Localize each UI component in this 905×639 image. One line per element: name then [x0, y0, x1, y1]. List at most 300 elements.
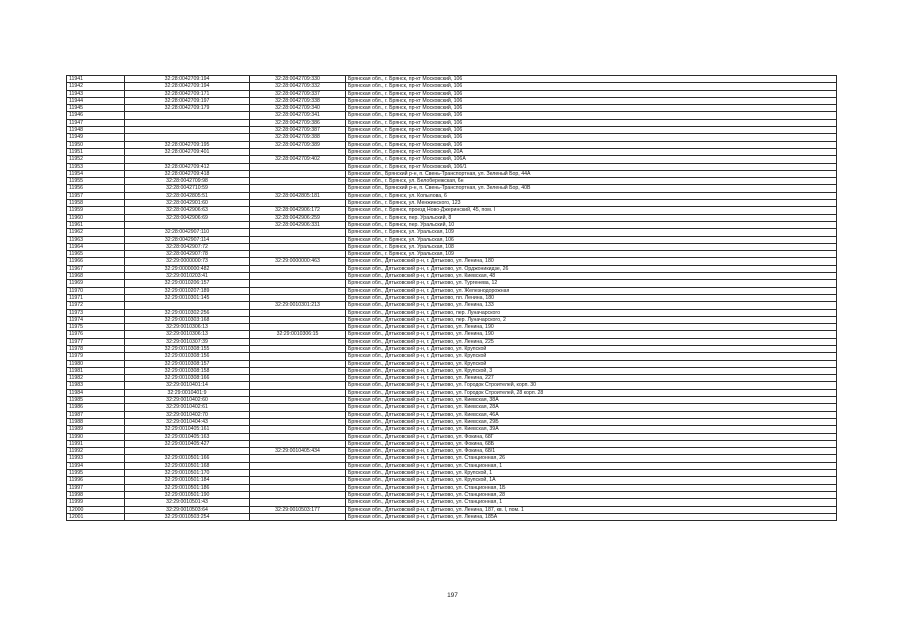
- address-cell: Брянская обл., Дятьковский р-н, г. Дятьково, ул. Ленина, 227: [346, 375, 837, 382]
- address-cell: Брянская обл., Дятьковский р-н, г. Дятьково, ул. Орджоникидзе, 26: [346, 265, 837, 272]
- parcel-cadastral-cell: 32:28:0042709:179: [125, 105, 250, 112]
- parcel-cadastral-cell: 32:28:0042901:60: [125, 200, 250, 207]
- building-cadastral-cell: [250, 499, 346, 506]
- table-row: [67, 236, 837, 243]
- building-cadastral-cell: [250, 229, 346, 236]
- building-cadastral-cell: [250, 200, 346, 207]
- parcel-cadastral-cell: 32:29:0010203:41: [125, 273, 250, 280]
- page-number: 197: [447, 592, 458, 599]
- building-cadastral-cell: [250, 360, 346, 367]
- address-cell: Брянская обл., Дятьковский р-н, г. Дятьково, ул. Ленина, 187, кв. I, пом. 1: [346, 506, 837, 513]
- row-number-cell: 11959: [67, 207, 125, 214]
- parcel-cadastral-cell: 32:29:0010206:157: [125, 280, 250, 287]
- table-row: [67, 229, 837, 236]
- address-cell: Брянская обл., Дятьковский р-н, г. Дятьково, ул. Фокина, 68Г: [346, 433, 837, 440]
- parcel-cadastral-cell: 32:29:0010308:158: [125, 367, 250, 374]
- table-row: [67, 105, 837, 112]
- table-row: [67, 97, 837, 104]
- row-number-cell: 11957: [67, 192, 125, 199]
- address-cell: Брянская обл., Дятьковский р-н, г. Дятьково, ул. Киевская, 48: [346, 273, 837, 280]
- parcel-cadastral-cell: 32:29:0010306:13: [125, 331, 250, 338]
- parcel-cadastral-cell: 32:29:0010503:254: [125, 513, 250, 520]
- table-row: [67, 302, 837, 309]
- parcel-cadastral-cell: 32:29:0000000:73: [125, 258, 250, 265]
- building-cadastral-cell: 32:28:0042805:181: [250, 192, 346, 199]
- table-row: [67, 382, 837, 389]
- building-cadastral-cell: 32:28:0042709:387: [250, 127, 346, 134]
- building-cadastral-cell: [250, 426, 346, 433]
- address-cell: Брянская обл., Дятьковский р-н, г. Дятьково, ул. Станционная, 26: [346, 455, 837, 462]
- table-row: [67, 367, 837, 374]
- table-row: [67, 389, 837, 396]
- table-row: [67, 324, 837, 331]
- row-number-cell: 11997: [67, 484, 125, 491]
- row-number-cell: 11975: [67, 324, 125, 331]
- address-cell: Брянская обл., Дятьковский р-н, г. Дятьково, пл. Ленина, 180: [346, 294, 837, 301]
- table-row: [67, 477, 837, 484]
- address-cell: Брянская обл., Дятьковский р-н, г. Дятьково, ул. Крупской: [346, 345, 837, 352]
- row-number-cell: 11961: [67, 221, 125, 228]
- building-cadastral-cell: 32:29:0010301:213: [250, 302, 346, 309]
- building-cadastral-cell: [250, 513, 346, 520]
- building-cadastral-cell: 32:28:0042709:402: [250, 156, 346, 163]
- parcel-cadastral-cell: 32:29:0010402:70: [125, 411, 250, 418]
- row-number-cell: 11973: [67, 309, 125, 316]
- parcel-cadastral-cell: 32:29:0010301:145: [125, 294, 250, 301]
- building-cadastral-cell: [250, 251, 346, 258]
- parcel-cadastral-cell: 32:29:0010503:64: [125, 506, 250, 513]
- parcel-cadastral-cell: 32:28:0042709:401: [125, 148, 250, 155]
- row-number-cell: 11969: [67, 280, 125, 287]
- table-row: [67, 127, 837, 134]
- row-number-cell: 11944: [67, 97, 125, 104]
- row-number-cell: 11968: [67, 273, 125, 280]
- address-cell: Брянская обл., Дятьковский р-н, г. Дятьково, ул. Киевская, 29Б: [346, 418, 837, 425]
- property-table: [66, 75, 837, 521]
- parcel-cadastral-cell: 32:29:0010501:168: [125, 462, 250, 469]
- row-number-cell: 11955: [67, 178, 125, 185]
- address-cell: Брянская обл., г. Брянск, пр-кт Московский, 106А: [346, 156, 837, 163]
- table-row: [67, 112, 837, 119]
- parcel-cadastral-cell: 32:29:0010501:186: [125, 484, 250, 491]
- address-cell: Брянская обл., Дятьковский р-н, г. Дятьково, ул. Киевская, 38А: [346, 397, 837, 404]
- building-cadastral-cell: 32:28:0042709:330: [250, 76, 346, 83]
- row-number-cell: 11991: [67, 440, 125, 447]
- parcel-cadastral-cell: 32:29:0010501:190: [125, 491, 250, 498]
- row-number-cell: 11962: [67, 229, 125, 236]
- table-row: [67, 280, 837, 287]
- address-cell: Брянская обл., Дятьковский р-н, г. Дятьково, ул. Станционная, 1: [346, 499, 837, 506]
- address-cell: Брянская обл., Дятьковский р-н, г. Дятьково, ул. Крупской: [346, 353, 837, 360]
- building-cadastral-cell: 32:28:0042709:386: [250, 119, 346, 126]
- row-number-cell: 11986: [67, 404, 125, 411]
- address-cell: Брянская обл., г. Брянск, пр-кт Московский, 106/1: [346, 163, 837, 170]
- address-cell: Брянская обл., г. Брянск, пр-кт Московский, 106: [346, 83, 837, 90]
- parcel-cadastral-cell: [125, 221, 250, 228]
- address-cell: Брянская обл., Дятьковский р-н, г. Дятьково, ул. Крупской: [346, 360, 837, 367]
- address-cell: Брянская обл., Дятьковский р-н, г. Дятьково, ул. Ленина, 180: [346, 258, 837, 265]
- building-cadastral-cell: [250, 309, 346, 316]
- parcel-cadastral-cell: 32:29:0010501:43: [125, 499, 250, 506]
- address-cell: Брянская обл., Дятьковский р-н, г. Дятьково, ул. Ленина, 133: [346, 302, 837, 309]
- parcel-cadastral-cell: 32:29:0010405:161: [125, 426, 250, 433]
- building-cadastral-cell: [250, 273, 346, 280]
- building-cadastral-cell: [250, 433, 346, 440]
- table-row: [67, 345, 837, 352]
- table-row: [67, 251, 837, 258]
- parcel-cadastral-cell: 32:29:0010308:156: [125, 353, 250, 360]
- parcel-cadastral-cell: 32:29:0010308:155: [125, 345, 250, 352]
- building-cadastral-cell: [250, 397, 346, 404]
- address-cell: Брянская обл., Дятьковский р-н, г. Дятьково, ул. Фокина, 68/1: [346, 448, 837, 455]
- parcel-cadastral-cell: 32:28:0042906:63: [125, 207, 250, 214]
- parcel-cadastral-cell: 32:29:0010501:184: [125, 477, 250, 484]
- building-cadastral-cell: [250, 316, 346, 323]
- address-cell: Брянская обл., г. Брянск, пр-кт Московский, 106: [346, 105, 837, 112]
- building-cadastral-cell: 32:28:0042709:332: [250, 83, 346, 90]
- address-cell: Брянская обл., Дятьковский р-н, г. Дятьково, ул. Ленина, 190: [346, 331, 837, 338]
- parcel-cadastral-cell: 32:28:0042709:98: [125, 178, 250, 185]
- row-number-cell: 11979: [67, 353, 125, 360]
- table-row: [67, 506, 837, 513]
- row-number-cell: 11999: [67, 499, 125, 506]
- parcel-cadastral-cell: 32:28:0042709:418: [125, 170, 250, 177]
- address-cell: Брянская обл., Дятьковский р-н, г. Дятьково, ул. Крупской, 1А: [346, 477, 837, 484]
- address-cell: Брянская обл., Дятьковский р-н, г. Дятьково, ул. Железнодорожная: [346, 287, 837, 294]
- table-row: [67, 455, 837, 462]
- building-cadastral-cell: 32:29:0010405:434: [250, 448, 346, 455]
- address-cell: Брянская обл., г. Брянск, ул. Менжинского, 123: [346, 200, 837, 207]
- building-cadastral-cell: [250, 411, 346, 418]
- address-cell: Брянская обл., г. Брянск, ул. Копылова, 6: [346, 192, 837, 199]
- table-row: [67, 273, 837, 280]
- table-row: [67, 484, 837, 491]
- address-cell: Брянская обл., г. Брянск, пр-кт Московский, 106: [346, 119, 837, 126]
- parcel-cadastral-cell: [125, 112, 250, 119]
- table-row: [67, 338, 837, 345]
- address-cell: Брянская обл., Дятьковский р-н, г. Дятьково, ул. Тургенева, 12: [346, 280, 837, 287]
- row-number-cell: 12001: [67, 513, 125, 520]
- row-number-cell: 11977: [67, 338, 125, 345]
- row-number-cell: 11948: [67, 127, 125, 134]
- building-cadastral-cell: [250, 382, 346, 389]
- parcel-cadastral-cell: [125, 156, 250, 163]
- building-cadastral-cell: 32:28:0042709:337: [250, 90, 346, 97]
- parcel-cadastral-cell: [125, 127, 250, 134]
- table-row: [67, 360, 837, 367]
- building-cadastral-cell: [250, 353, 346, 360]
- building-cadastral-cell: 32:28:0042709:340: [250, 105, 346, 112]
- row-number-cell: 11966: [67, 258, 125, 265]
- row-number-cell: 11992: [67, 448, 125, 455]
- parcel-cadastral-cell: 32:28:0042709:195: [125, 141, 250, 148]
- address-cell: Брянская обл., г. Брянск, пр-кт Московский, 106: [346, 112, 837, 119]
- parcel-cadastral-cell: 32:28:0042709:171: [125, 90, 250, 97]
- row-number-cell: 11989: [67, 426, 125, 433]
- address-cell: Брянская обл., г. Брянск, пр-кт Московский, 106: [346, 127, 837, 134]
- building-cadastral-cell: [250, 148, 346, 155]
- building-cadastral-cell: 32:29:0000000:463: [250, 258, 346, 265]
- row-number-cell: 11976: [67, 331, 125, 338]
- address-cell: Брянская обл., г. Брянск, ул. Уральская, 106: [346, 236, 837, 243]
- building-cadastral-cell: [250, 462, 346, 469]
- address-cell: Брянская обл., г. Брянск, пер. Уральский, 10: [346, 221, 837, 228]
- parcel-cadastral-cell: 32:28:0042907:114: [125, 236, 250, 243]
- row-number-cell: 11985: [67, 397, 125, 404]
- table-row: [67, 83, 837, 90]
- row-number-cell: 11951: [67, 148, 125, 155]
- building-cadastral-cell: 32:28:0042906:259: [250, 214, 346, 221]
- table-row: [67, 309, 837, 316]
- parcel-cadastral-cell: 32:28:0042709:194: [125, 83, 250, 90]
- row-number-cell: 11952: [67, 156, 125, 163]
- building-cadastral-cell: [250, 375, 346, 382]
- building-cadastral-cell: [250, 287, 346, 294]
- parcel-cadastral-cell: 32:28:0042709:197: [125, 97, 250, 104]
- table-row: [67, 470, 837, 477]
- table-row: [67, 76, 837, 83]
- row-number-cell: 11981: [67, 367, 125, 374]
- table-row: [67, 426, 837, 433]
- table-row: [67, 499, 837, 506]
- parcel-cadastral-cell: 32:28:0042906:69: [125, 214, 250, 221]
- table-row: [67, 287, 837, 294]
- building-cadastral-cell: [250, 477, 346, 484]
- row-number-cell: 11965: [67, 251, 125, 258]
- building-cadastral-cell: [250, 163, 346, 170]
- row-number-cell: 11960: [67, 214, 125, 221]
- row-number-cell: 11949: [67, 134, 125, 141]
- table-row: [67, 134, 837, 141]
- address-cell: Брянская обл., г. Брянск, пр-кт Московский, 106: [346, 97, 837, 104]
- table-row: [67, 397, 837, 404]
- table-row: [67, 90, 837, 97]
- row-number-cell: 11978: [67, 345, 125, 352]
- address-cell: Брянская обл., Брянский р-н, п. Свень-Транспортная, ул. Зеленый Бор, 44А: [346, 170, 837, 177]
- row-number-cell: 11967: [67, 265, 125, 272]
- parcel-cadastral-cell: [125, 119, 250, 126]
- table-row: [67, 163, 837, 170]
- parcel-cadastral-cell: [125, 302, 250, 309]
- building-cadastral-cell: [250, 265, 346, 272]
- address-cell: Брянская обл., г. Брянск, проезд Ново-Джеринский, 45, пом. I: [346, 207, 837, 214]
- table-row: [67, 294, 837, 301]
- table-row: [67, 353, 837, 360]
- table-row: [67, 141, 837, 148]
- parcel-cadastral-cell: 32:29:0010402:60: [125, 397, 250, 404]
- parcel-cadastral-cell: 32:29:0010308:157: [125, 360, 250, 367]
- building-cadastral-cell: [250, 367, 346, 374]
- table-row: [67, 156, 837, 163]
- address-cell: Брянская обл., Дятьковский р-н, г. Дятьково, ул. Крупской, 3: [346, 367, 837, 374]
- parcel-cadastral-cell: 32:29:0010307:39: [125, 338, 250, 345]
- building-cadastral-cell: [250, 455, 346, 462]
- address-cell: Брянская обл., Дятьковский р-н, г. Дятьково, ул. Киевская, 39А: [346, 426, 837, 433]
- parcel-cadastral-cell: 32:29:0010404:43: [125, 418, 250, 425]
- table-row: [67, 148, 837, 155]
- row-number-cell: 11998: [67, 491, 125, 498]
- building-cadastral-cell: [250, 404, 346, 411]
- table-row: [67, 331, 837, 338]
- row-number-cell: 11990: [67, 433, 125, 440]
- building-cadastral-cell: [250, 324, 346, 331]
- address-cell: Брянская обл., Дятьковский р-н, г. Дятьково, ул. Киевская, 46А: [346, 411, 837, 418]
- parcel-cadastral-cell: 32:29:0010402:61: [125, 404, 250, 411]
- address-cell: Брянская обл., Дятьковский р-н, г. Дятьково, пер. Луначарского, 2: [346, 316, 837, 323]
- row-number-cell: 12000: [67, 506, 125, 513]
- building-cadastral-cell: 32:28:0042709:389: [250, 141, 346, 148]
- row-number-cell: 11954: [67, 170, 125, 177]
- address-cell: Брянская обл., г. Брянск, ул. Уральская, 109: [346, 229, 837, 236]
- address-cell: Брянская обл., Дятьковский р-н, г. Дятьково, пер. Луначарского: [346, 309, 837, 316]
- row-number-cell: 11942: [67, 83, 125, 90]
- parcel-cadastral-cell: 32:29:0010401:14: [125, 382, 250, 389]
- table-row: [67, 513, 837, 520]
- parcel-cadastral-cell: 32:29:0010303:168: [125, 316, 250, 323]
- building-cadastral-cell: [250, 178, 346, 185]
- parcel-cadastral-cell: 32:29:0010308:166: [125, 375, 250, 382]
- address-cell: Брянская обл., Дятьковский р-н, г. Дятьково, ул. Ленина, 190: [346, 324, 837, 331]
- row-number-cell: 11995: [67, 470, 125, 477]
- row-number-cell: 11982: [67, 375, 125, 382]
- address-cell: Брянская обл., г. Брянск, пр-кт Московский, 106: [346, 141, 837, 148]
- table-row: [67, 192, 837, 199]
- building-cadastral-cell: [250, 236, 346, 243]
- parcel-cadastral-cell: 32:28:0042709:412: [125, 163, 250, 170]
- property-table-body: [67, 76, 837, 521]
- table-row: [67, 433, 837, 440]
- row-number-cell: 11950: [67, 141, 125, 148]
- table-row: [67, 185, 837, 192]
- address-cell: Брянская обл., Дятьковский р-н, г. Дятьково, ул. Фокина, 68Б: [346, 440, 837, 447]
- row-number-cell: 11996: [67, 477, 125, 484]
- row-number-cell: 11980: [67, 360, 125, 367]
- row-number-cell: 11947: [67, 119, 125, 126]
- building-cadastral-cell: [250, 294, 346, 301]
- building-cadastral-cell: 32:28:0042709:338: [250, 97, 346, 104]
- table-row: [67, 491, 837, 498]
- row-number-cell: 11964: [67, 243, 125, 250]
- building-cadastral-cell: [250, 170, 346, 177]
- row-number-cell: 11956: [67, 185, 125, 192]
- building-cadastral-cell: [250, 280, 346, 287]
- parcel-cadastral-cell: 32:29:0000000:482: [125, 265, 250, 272]
- address-cell: Брянская обл., Дятьковский р-н, г. Дятьково, ул. Станционная, 1Б: [346, 484, 837, 491]
- row-number-cell: 11972: [67, 302, 125, 309]
- address-cell: Брянская обл., г. Брянск, пр-кт Московский, 106: [346, 76, 837, 83]
- address-cell: Брянская обл., г. Брянск, ул. Уральская, 109: [346, 251, 837, 258]
- building-cadastral-cell: 32:29:0010306:15: [250, 331, 346, 338]
- table-row: [67, 316, 837, 323]
- address-cell: Брянская обл., г. Брянск, пер. Уральский, 8: [346, 214, 837, 221]
- building-cadastral-cell: 32:28:0042906:331: [250, 221, 346, 228]
- parcel-cadastral-cell: 32:29:0010306:13: [125, 324, 250, 331]
- parcel-cadastral-cell: 32:28:0042710:59: [125, 185, 250, 192]
- building-cadastral-cell: [250, 185, 346, 192]
- parcel-cadastral-cell: 32:28:0042907:110: [125, 229, 250, 236]
- table-row: [67, 243, 837, 250]
- parcel-cadastral-cell: 32:28:0042907:72: [125, 243, 250, 250]
- building-cadastral-cell: [250, 338, 346, 345]
- row-number-cell: 11946: [67, 112, 125, 119]
- parcel-cadastral-cell: [125, 134, 250, 141]
- row-number-cell: 11970: [67, 287, 125, 294]
- address-cell: Брянская обл., г. Брянск, пр-кт Московский, 106: [346, 90, 837, 97]
- building-cadastral-cell: 32:28:0042709:388: [250, 134, 346, 141]
- parcel-cadastral-cell: 32:29:0010207:189: [125, 287, 250, 294]
- building-cadastral-cell: [250, 440, 346, 447]
- address-cell: Брянская обл., Дятьковский р-н, г. Дятьково, ул. Городок Строителей, корп. 30: [346, 382, 837, 389]
- table-row: [67, 178, 837, 185]
- address-cell: Брянская обл., Дятьковский р-н, г. Дятьково, ул. Станционная, 1: [346, 462, 837, 469]
- table-row: [67, 440, 837, 447]
- table-row: [67, 404, 837, 411]
- row-number-cell: 11993: [67, 455, 125, 462]
- table-row: [67, 375, 837, 382]
- building-cadastral-cell: [250, 491, 346, 498]
- building-cadastral-cell: [250, 345, 346, 352]
- building-cadastral-cell: [250, 484, 346, 491]
- address-cell: Брянская обл., Дятьковский р-н, г. Дятьково, ул. Ленина, 185А: [346, 513, 837, 520]
- table-row: [67, 448, 837, 455]
- parcel-cadastral-cell: 32:28:0042907:78: [125, 251, 250, 258]
- building-cadastral-cell: [250, 389, 346, 396]
- table-row: [67, 200, 837, 207]
- parcel-cadastral-cell: 32:28:0042709:194: [125, 76, 250, 83]
- building-cadastral-cell: 32:28:0042906:172: [250, 207, 346, 214]
- parcel-cadastral-cell: 32:29:0010401:9: [125, 389, 250, 396]
- address-cell: Брянская обл., г. Брянск, пр-кт Московский, 20А: [346, 148, 837, 155]
- row-number-cell: 11963: [67, 236, 125, 243]
- building-cadastral-cell: 32:28:0042709:341: [250, 112, 346, 119]
- parcel-cadastral-cell: 32:29:0010405:427: [125, 440, 250, 447]
- table-row: [67, 418, 837, 425]
- parcel-cadastral-cell: 32:29:0010405:163: [125, 433, 250, 440]
- table-row: [67, 265, 837, 272]
- building-cadastral-cell: [250, 470, 346, 477]
- table-row: [67, 258, 837, 265]
- row-number-cell: 11971: [67, 294, 125, 301]
- building-cadastral-cell: [250, 418, 346, 425]
- address-cell: Брянская обл., Дятьковский р-н, г. Дятьково, ул. Городок Строителей, 28 корп. 28: [346, 389, 837, 396]
- parcel-cadastral-cell: [125, 448, 250, 455]
- address-cell: Брянская обл., г. Брянск, ул. Белобережская, 6н: [346, 178, 837, 185]
- table-row: [67, 214, 837, 221]
- address-cell: Брянская обл., Дятьковский р-н, г. Дятьково, ул. Крупской, 1: [346, 470, 837, 477]
- row-number-cell: 11958: [67, 200, 125, 207]
- row-number-cell: 11984: [67, 389, 125, 396]
- row-number-cell: 11953: [67, 163, 125, 170]
- building-cadastral-cell: 32:29:0010503:177: [250, 506, 346, 513]
- row-number-cell: 11987: [67, 411, 125, 418]
- table-row: [67, 170, 837, 177]
- address-cell: Брянская обл., Брянский р-н, п. Свень-Транспортная, ул. Зеленый Бор, 40В: [346, 185, 837, 192]
- parcel-cadastral-cell: 32:29:0010501:166: [125, 455, 250, 462]
- address-cell: Брянская обл., Дятьковский р-н, г. Дятьково, ул. Станционная, 28: [346, 491, 837, 498]
- table-row: [67, 119, 837, 126]
- row-number-cell: 11941: [67, 76, 125, 83]
- row-number-cell: 11994: [67, 462, 125, 469]
- row-number-cell: 11945: [67, 105, 125, 112]
- building-cadastral-cell: [250, 243, 346, 250]
- table-row: [67, 462, 837, 469]
- address-cell: Брянская обл., г. Брянск, ул. Уральская, 108: [346, 243, 837, 250]
- parcel-cadastral-cell: 32:28:0042805:51: [125, 192, 250, 199]
- address-cell: Брянская обл., Дятьковский р-н, г. Дятьково, ул. Киевская, 28А: [346, 404, 837, 411]
- table-row: [67, 411, 837, 418]
- address-cell: Брянская обл., г. Брянск, пр-кт Московский, 106: [346, 134, 837, 141]
- address-cell: Брянская обл., Дятьковский р-н, г. Дятьково, ул. Ленина, 225: [346, 338, 837, 345]
